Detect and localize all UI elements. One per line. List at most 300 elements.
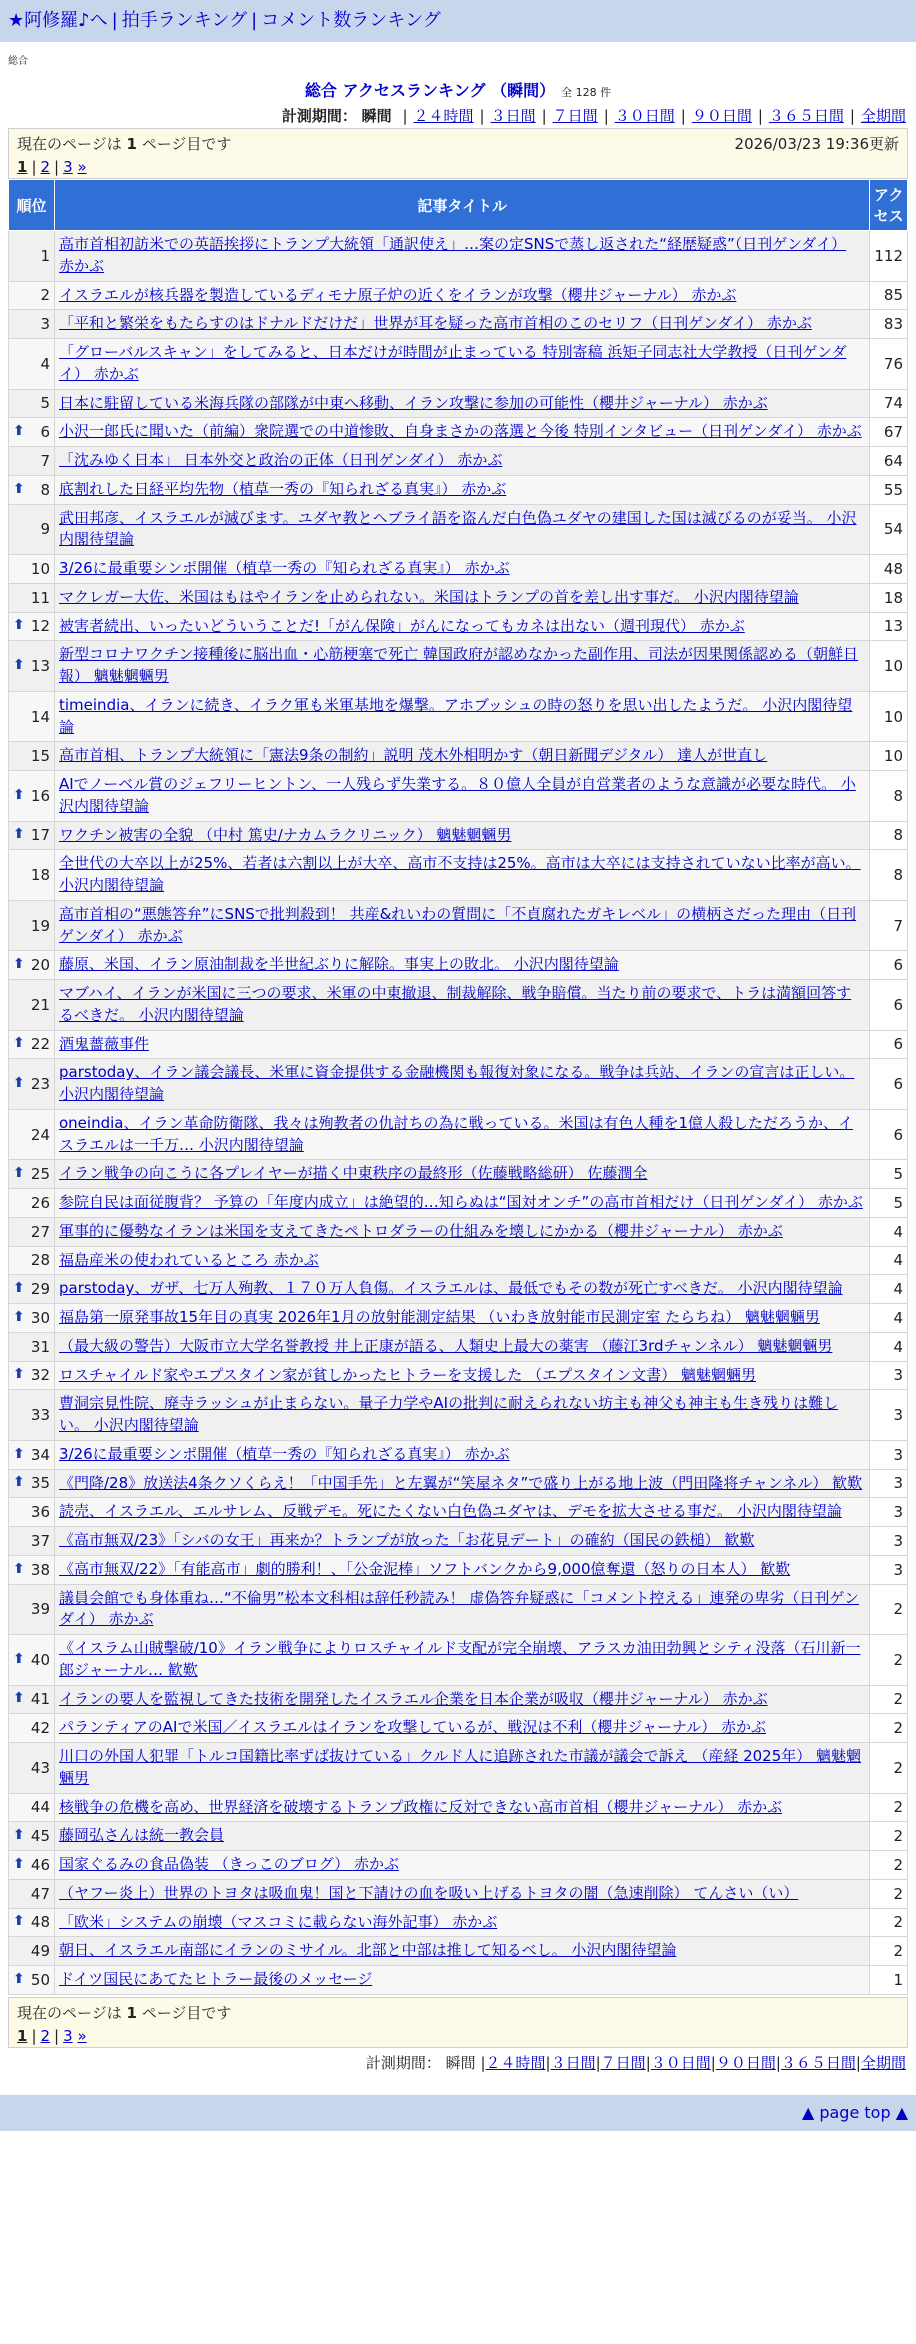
rank-cell <box>9 1851 55 1880</box>
table-row <box>9 1275 908 1304</box>
up-arrow-icon: ⬆ <box>13 1165 25 1182</box>
title-cell <box>55 339 870 390</box>
access-count: 8 <box>870 821 908 850</box>
rank-cell <box>9 1527 55 1556</box>
access-count: 48 <box>870 555 908 584</box>
title-cell <box>55 281 870 310</box>
article-link[interactable]: イランの要人を監視してきた技術を開発したイスラエル企業を日本企業が吸収（櫻井ジャーナル） 赤かぶ <box>59 1689 768 1708</box>
title-cell <box>55 1879 870 1908</box>
article-link[interactable]: 高市首相初訪米での英語挨拶にトランプ大統領「通訳使え」…案の定SNSで蒸し返された“経歴疑惑”（日刊ゲンダイ） 赤かぶ <box>59 235 847 275</box>
access-count: 4 <box>870 1304 908 1333</box>
pager-current-bottom: 1 <box>17 2026 28 2045</box>
rank-cell <box>9 850 55 901</box>
table-row <box>9 1966 908 1995</box>
table-row <box>9 1304 908 1333</box>
access-count: 76 <box>870 339 908 390</box>
pager-page-2-bottom[interactable]: 2 <box>40 2026 51 2045</box>
rank-number: 19 <box>30 916 50 935</box>
table-row <box>9 1908 908 1937</box>
article-link[interactable]: 《イスラム山賊擊破/10》イラン戦争によりロスチャイルド支配が完全崩壊、アラスカ油田勃興とシティ没落（石川新一郎ジャーナル… 歓歎 <box>59 1639 861 1679</box>
table-row <box>9 1246 908 1275</box>
article-link[interactable]: ワクチン被害の全貌 （中村 篤史/ナカムラクリニック） 魑魅魍魎男 <box>59 825 512 844</box>
access-count: 54 <box>870 504 908 555</box>
up-arrow-icon: ⬆ <box>13 1445 25 1462</box>
article-link[interactable]: 武田邦彦、イスラエルが滅びます。ユダヤ教とヘブライ語を盗んだ白色偽ユダヤの建国した国は滅びるのが妥当。 小沢内閣待望論 <box>59 508 857 549</box>
rank-number: 37 <box>30 1531 50 1550</box>
rank-cell <box>9 742 55 771</box>
article-link[interactable]: 「沈みゆく日本」 日本外交と政治の正体（日刊ゲンダイ） 赤かぶ <box>59 451 503 469</box>
table-row <box>9 612 908 641</box>
top-nav: ★阿修羅♪へ | 拍手ランキング | コメント数ランキング <box>0 0 916 42</box>
article-link[interactable]: 高市首相の“悪態答弁”にSNSで批判殺到！ 共産&れいわの質問に「不貞腐れたガキレベル」の横柄さだった理由（日刊ゲンダイ） 赤かぶ <box>59 904 857 945</box>
table-row <box>9 310 908 339</box>
table-row <box>9 980 908 1031</box>
rank-number: 1 <box>40 246 50 265</box>
footer-bar <box>0 2095 916 2131</box>
title-cell <box>55 1584 870 1635</box>
table-row <box>9 1793 908 1822</box>
title-cell <box>55 475 870 504</box>
title-cell <box>55 951 870 980</box>
rank-cell <box>9 1217 55 1246</box>
table-row <box>9 418 908 447</box>
table-row <box>9 1332 908 1361</box>
title-cell <box>55 1030 870 1059</box>
table-row <box>9 1635 908 1686</box>
article-link[interactable]: 被害者続出、いったいどういうことだ!「がん保険」がんになってもカネは出ない（週刊現代） 赤かぶ <box>59 616 745 635</box>
article-link[interactable]: 《高市無双/22》「有能高市」劇的勝利！、「公金泥棒」ソフトバンクから9,000億奪還（怒りの日本人） 歓歎 <box>59 1559 791 1578</box>
access-count: 3 <box>870 1469 908 1498</box>
access-count: 10 <box>870 742 908 771</box>
table-row <box>9 504 908 555</box>
access-count: 112 <box>870 231 908 282</box>
rank-cell <box>9 475 55 504</box>
status-bar <box>8 128 908 179</box>
access-count: 18 <box>870 583 908 612</box>
article-link[interactable]: 核戦争の危機を高め、世界経済を破壊するトランプ政権に反対できない高市首相（櫻井ジャーナル） 赤かぶ <box>59 1797 783 1816</box>
table-row <box>9 475 908 504</box>
home-link[interactable]: ★阿修羅♪へ <box>8 10 108 31</box>
pager-page-3[interactable]: 3 <box>63 158 73 176</box>
access-count: 64 <box>870 447 908 476</box>
access-count: 6 <box>870 951 908 980</box>
title-cell <box>55 310 870 339</box>
rank-cell <box>9 1908 55 1937</box>
rank-number: 50 <box>30 1970 50 1989</box>
rank-cell <box>9 389 55 418</box>
title-cell <box>55 504 870 555</box>
rank-number: 43 <box>30 1758 50 1777</box>
article-link[interactable]: マブハイ、イランが米国に三つの要求、米軍の中東撤退、制裁解除、戦争賠償。当たり前の要求で、トラは満額回答するべきだ。 小沢内閣待望論 <box>59 984 852 1024</box>
rank-cell <box>9 504 55 555</box>
rank-cell <box>9 1635 55 1686</box>
period-link-1-bottom[interactable]: ３日間 <box>550 2053 596 2072</box>
rank-cell <box>9 1937 55 1966</box>
article-link[interactable]: 福島第一原発事故15年目の真実 2026年1月の放射能測定結果 （いわき放射能市民測定室 たらちね） 魑魅魍魎男 <box>59 1308 820 1326</box>
rank-cell <box>9 418 55 447</box>
table-row <box>9 641 908 692</box>
total-count: 全 128 件 <box>561 86 612 99</box>
rank-cell <box>9 583 55 612</box>
access-count: 10 <box>870 691 908 742</box>
access-count: 4 <box>870 1246 908 1275</box>
article-link[interactable]: 全世代の大卒以上が25%、若者は六割以上が大卒、高市不支持は25%。高市は大卒には支持されていない比率が高い。 小沢内閣待望論 <box>59 854 861 894</box>
article-link[interactable]: 日本に駐留している米海兵隊の部隊が中東へ移動、イラン攻撃に参加の可能性（櫻井ジャーナル） 赤かぶ <box>59 393 768 412</box>
period-link-5-bottom[interactable]: ３６５日間 <box>780 2053 856 2072</box>
rank-number: 13 <box>30 657 50 675</box>
access-count: 4 <box>870 1217 908 1246</box>
access-count: 4 <box>870 1332 908 1361</box>
updated-time: 2026/03/23 19:36更新 <box>734 135 899 153</box>
period-current-bottom: 瞬間 <box>445 2053 476 2072</box>
rank-cell <box>9 641 55 692</box>
article-link[interactable]: 軍事的に優勢なイランは米国を支えてきたペトロダラーの仕組みを壊しにかかる（櫻井ジャーナル） 赤かぶ <box>59 1221 783 1240</box>
up-arrow-icon: ⬆ <box>13 826 25 843</box>
title-cell <box>55 612 870 641</box>
comment-ranking-link[interactable]: コメント数ランキング <box>261 10 441 31</box>
rank-cell <box>9 1793 55 1822</box>
period-link-3[interactable]: ３０日間 <box>614 107 675 125</box>
access-count: 6 <box>870 1059 908 1110</box>
access-count: 4 <box>870 1275 908 1304</box>
table-row <box>9 583 908 612</box>
up-arrow-icon: ⬆ <box>13 1474 25 1491</box>
access-count: 67 <box>870 418 908 447</box>
rank-cell <box>9 1498 55 1527</box>
rank-number: 47 <box>30 1884 50 1903</box>
article-link[interactable]: 酒鬼薔薇事件 <box>59 1034 150 1053</box>
title-cell <box>55 231 870 282</box>
access-count: 2 <box>870 1635 908 1686</box>
access-count: 2 <box>870 1937 908 1966</box>
article-link[interactable]: 藤原、米国、イラン原油制裁を半世紀ぶりに解除。事実上の敗北。 小沢内閣待望論 <box>59 955 619 974</box>
access-count: 3 <box>870 1498 908 1527</box>
rank-cell <box>9 612 55 641</box>
up-arrow-icon: ⬆ <box>13 1970 25 1987</box>
rank-number: 22 <box>30 1035 50 1054</box>
rank-number: 11 <box>30 588 50 607</box>
pager-page-2[interactable]: 2 <box>40 158 51 176</box>
table-row <box>9 1822 908 1851</box>
article-link[interactable]: 読売、イスラエル、エルサレム、反戦デモ。死にたくない白色偽ユダヤは、デモを拡大させる事だ。 小沢内閣待望論 <box>59 1502 842 1521</box>
rank-number: 40 <box>30 1650 50 1669</box>
rank-cell <box>9 1685 55 1714</box>
period-link-4[interactable]: ９０日間 <box>691 107 752 125</box>
title-cell <box>55 1908 870 1937</box>
period-link-0[interactable]: ２４時間 <box>413 107 474 125</box>
rank-number: 49 <box>30 1942 50 1961</box>
rank-cell <box>9 1275 55 1304</box>
access-count: 85 <box>870 281 908 310</box>
article-link[interactable]: 川口の外国人犯罪「トルコ国籍比率ずば抜けている」クルド人に追跡された市議が議会で訴え （産経 2025年） 魑魅魍魎男 <box>59 1747 862 1787</box>
access-count: 1 <box>870 1966 908 1995</box>
article-link[interactable]: 《高市無双/23》「シバの女王」再来か？トランプが放った「お花見デート」の確約（国民の鉄槌） 歓歎 <box>59 1531 755 1549</box>
pager-bottom: 1 | 2 | 3 » <box>17 2026 87 2045</box>
rank-number: 7 <box>40 451 50 470</box>
rank-cell <box>9 281 55 310</box>
article-link[interactable]: timeindia、イランに続き、イラク軍も米軍基地を爆撃。アホブッシュの時の怒りを思い出したようだ。 小沢内閣待望論 <box>59 695 853 736</box>
article-link[interactable]: 国家ぐるみの食品偽装 （きっこのブログ） 赤かぶ <box>59 1855 399 1873</box>
table-row <box>9 555 908 584</box>
title-cell <box>55 447 870 476</box>
title-cell <box>55 1304 870 1333</box>
period-link-6[interactable]: 全期間 <box>860 107 906 125</box>
access-count: 3 <box>870 1390 908 1441</box>
rank-number: 20 <box>30 956 50 975</box>
access-count: 55 <box>870 475 908 504</box>
title-cell <box>55 1966 870 1995</box>
rank-number: 25 <box>30 1165 50 1184</box>
period-link-0-bottom[interactable]: ２４時間 <box>485 2053 546 2072</box>
access-count: 2 <box>870 1743 908 1794</box>
rank-cell <box>9 231 55 282</box>
article-link[interactable]: oneindia、イラン革命防衛隊、我々は殉教者の仇討ちの為に戦っている。米国は有色人種を1億人殺しただろうか、イスラエルは一千万… 小沢内閣待望論 <box>59 1113 854 1154</box>
table-row <box>9 900 908 951</box>
up-arrow-icon: ⬆ <box>13 617 25 634</box>
title-cell <box>55 1743 870 1794</box>
rank-cell <box>9 339 55 390</box>
rank-cell <box>9 1714 55 1743</box>
rank-cell <box>9 1440 55 1469</box>
article-link[interactable]: 議員会館でも身体重ね…“不倫男”松本文科相は辞任秒読み！ 虚偽答弁疑惑に「コメント控える」連発の卑劣（日刊ゲンダイ） 赤かぶ <box>59 1588 860 1629</box>
col-rank-header: 順位 <box>9 180 55 231</box>
article-link[interactable]: 朝日、イスラエル南部にイランのミサイル。北部と中部は推して知るべし。 小沢内閣待望論 <box>59 1941 677 1960</box>
access-count: 2 <box>870 1685 908 1714</box>
rank-number: 3 <box>40 315 50 334</box>
article-link[interactable]: 福島産米の使われているところ 赤かぶ <box>59 1250 319 1269</box>
rank-cell <box>9 310 55 339</box>
period-link-2[interactable]: ７日間 <box>552 107 598 125</box>
period-link-6-bottom[interactable]: 全期間 <box>860 2053 906 2072</box>
up-arrow-icon: ⬆ <box>13 1690 25 1707</box>
title-cell <box>55 1685 870 1714</box>
access-count: 2 <box>870 1879 908 1908</box>
title-cell <box>55 1275 870 1304</box>
rank-cell <box>9 1822 55 1851</box>
title-cell <box>55 1332 870 1361</box>
article-link[interactable]: 新型コロナワクチン接種後に脳出血・心筋梗塞で死亡 韓国政府が認めなかった副作用、司法が因果関係認める（朝鮮日報） 魑魅魍魎男 <box>59 645 859 685</box>
title-cell <box>55 1361 870 1390</box>
article-link[interactable]: 小沢一郎氏に聞いた（前編）衆院選での中道惨敗、自身まさかの落選と今後 特別インタビュー（日刊ゲンダイ） 赤かぶ <box>59 422 862 441</box>
table-row <box>9 1851 908 1880</box>
table-row <box>9 1584 908 1635</box>
title-cell <box>55 1160 870 1189</box>
up-arrow-icon: ⬆ <box>13 657 25 673</box>
rank-cell <box>9 1966 55 1995</box>
title-cell <box>55 418 870 447</box>
table-row <box>9 1937 908 1966</box>
pager-next[interactable]: » <box>77 158 87 176</box>
rank-number: 5 <box>40 394 50 413</box>
up-arrow-icon: ⬆ <box>13 1650 25 1667</box>
rank-number: 12 <box>30 617 50 636</box>
table-row <box>9 742 908 771</box>
period-selector: 計測期間： 瞬間 | ２４時間 | ３日間 | ７日間 | ３０日間 | ９０日間 | ３６５日間 | 全期間 <box>281 107 906 125</box>
table-row <box>9 1160 908 1189</box>
col-access-header: アクセス <box>870 180 908 231</box>
access-count: 5 <box>870 1160 908 1189</box>
up-arrow-icon: ⬆ <box>13 956 25 973</box>
section-label: 総合 <box>8 56 28 67</box>
table-row <box>9 1714 908 1743</box>
rank-number: 23 <box>30 1075 50 1093</box>
table-row <box>9 1217 908 1246</box>
article-link[interactable]: 「平和と繁栄をもたらすのはドナルドだけだ」世界が耳を疑った高市首相のこのセリフ（日刊ゲンダイ） 赤かぶ <box>59 314 812 333</box>
table-row <box>9 1440 908 1469</box>
page-status-bottom: 現在のページは 1 ページ目です <box>17 2003 232 2022</box>
access-count: 8 <box>870 850 908 901</box>
title-cell <box>55 1189 870 1218</box>
rank-number: 36 <box>30 1503 50 1522</box>
rank-cell <box>9 1304 55 1333</box>
up-arrow-icon: ⬆ <box>13 423 25 440</box>
pager-next-bottom[interactable]: » <box>77 2026 87 2045</box>
period-link-3-bottom[interactable]: ３０日間 <box>650 2053 711 2072</box>
ranking-table <box>8 179 908 1995</box>
rank-cell <box>9 951 55 980</box>
article-link[interactable]: マクレガー大佐、米国はもはやイランを止められない。米国はトランプの首を差し出す事だ。 小沢内閣待望論 <box>59 587 799 606</box>
article-link[interactable]: （最大級の警告）大阪市立大学名誉教授 井上正康が語る、人類史上最大の薬害 （藤江3rdチャンネル） 魑魅魍魎男 <box>59 1336 833 1355</box>
title-cell <box>55 1440 870 1469</box>
article-link[interactable]: ロスチャイルド家やエプスタイン家が貧しかったヒトラーを支援した （エプスタイン文書） 魑魅魍魎男 <box>59 1365 756 1384</box>
applause-ranking-link[interactable]: 拍手ランキング <box>121 10 248 31</box>
article-link[interactable]: AIでノーベル賞のジェフリーヒントン、一人残らず失業する。８０億人全員が自営業者のような意識が必要な時代。 小沢内閣待望論 <box>59 775 856 815</box>
status-bar-bottom <box>8 1997 908 2048</box>
table-row <box>9 1879 908 1908</box>
rank-cell <box>9 447 55 476</box>
article-link[interactable]: 《門降/28》放送法4条クソくらえ！「中国手先」と左翼が“笑屋ネタ”で盛り上がる地上波（門田隆将チャンネル） 歓歎 <box>59 1473 863 1492</box>
rank-number: 26 <box>30 1193 50 1212</box>
article-link[interactable]: parstoday、イラン議会議長、米軍に資金提供する金融機関も報復対象になる。戦争は兵站、イランの宣言は正しい。 小沢内閣待望論 <box>59 1063 855 1103</box>
rank-number: 32 <box>30 1366 50 1385</box>
rank-cell <box>9 1030 55 1059</box>
title-cell <box>55 1109 870 1160</box>
article-link[interactable]: 「グローバルスキャン」をしてみると、日本だけが時間が止まっている 特別寄稿 浜矩子同志社大学教授（日刊ゲンダイ） 赤かぶ <box>59 343 847 383</box>
title-cell <box>55 691 870 742</box>
rank-number: 21 <box>30 995 50 1014</box>
title-cell <box>55 742 870 771</box>
rank-cell <box>9 555 55 584</box>
access-count: 2 <box>870 1908 908 1937</box>
period-selector-bottom: 計測期間： 瞬間 |２４時間|３日間|７日間|３０日間|９０日間|３６５日間|全期間 <box>365 2053 906 2072</box>
title-cell <box>55 1469 870 1498</box>
period-link-2-bottom[interactable]: ７日間 <box>600 2053 646 2072</box>
period-link-1[interactable]: ３日間 <box>490 107 536 125</box>
title-cell <box>55 1217 870 1246</box>
period-link-4-bottom[interactable]: ９０日間 <box>715 2053 776 2072</box>
rank-number: 29 <box>30 1280 50 1299</box>
rank-number: 28 <box>30 1251 50 1270</box>
up-arrow-icon: ⬆ <box>13 1827 25 1844</box>
title-cell <box>55 1527 870 1556</box>
access-count: 74 <box>870 389 908 418</box>
table-row <box>9 231 908 282</box>
rank-number: 46 <box>30 1855 50 1874</box>
col-title-header: 記事タイトル <box>55 180 870 231</box>
pager-top: 1 | 2 | 3 » <box>17 158 87 176</box>
article-link[interactable]: ドイツ国民にあてたヒトラー最後のメッセージ <box>59 1970 373 1988</box>
up-arrow-icon: ⬆ <box>13 480 25 497</box>
rank-number: 4 <box>40 354 50 373</box>
table-row <box>9 389 908 418</box>
access-count: 2 <box>870 1851 908 1880</box>
access-count: 6 <box>870 1030 908 1059</box>
table-row <box>9 1059 908 1110</box>
article-link[interactable]: 藤岡弘さんは統一教会員 <box>59 1826 225 1845</box>
article-link[interactable]: （ヤフー炎上）世界のトヨタは吸血鬼！国と下請けの血を吸い上げるトヨタの闇（急速削除） てんさい（い） <box>59 1883 799 1902</box>
rank-cell <box>9 1332 55 1361</box>
table-row <box>9 1189 908 1218</box>
rank-cell <box>9 1109 55 1160</box>
title-cell <box>55 583 870 612</box>
access-count: 2 <box>870 1793 908 1822</box>
rank-cell <box>9 980 55 1031</box>
title-cell <box>55 1714 870 1743</box>
table-row <box>9 1498 908 1527</box>
article-link[interactable]: 高市首相、トランプ大統領に「憲法9条の制約」説明 茂木外相明かす（朝日新聞デジタル） 達人が世直し <box>59 746 768 765</box>
rank-number: 2 <box>40 286 50 305</box>
period-link-5[interactable]: ３６５日間 <box>768 107 844 125</box>
up-arrow-icon: ⬆ <box>13 1308 25 1325</box>
rank-number: 35 <box>30 1474 50 1493</box>
page-top-link[interactable]: ▲ page top ▲ <box>801 2102 908 2122</box>
article-link[interactable]: 底割れした日経平均先物（植草一秀の『知られざる真実』） 赤かぶ <box>59 479 507 498</box>
rank-number: 44 <box>30 1798 50 1817</box>
rank-number: 27 <box>30 1222 50 1241</box>
access-count: 2 <box>870 1822 908 1851</box>
rank-number: 31 <box>30 1337 50 1356</box>
article-link[interactable]: 3/26に最重要シンポ開催（植草一秀の『知られざる真実』） 赤かぶ <box>59 559 510 577</box>
table-row <box>9 1390 908 1441</box>
up-arrow-icon: ⬆ <box>13 1913 25 1930</box>
article-link[interactable]: イラン戦争の向こうに各プレイヤーが描く中東秩序の最終形（佐藤戦略総研） 佐藤潤全 <box>59 1164 648 1183</box>
article-link[interactable]: イスラエルが核兵器を製造しているディモナ原子炉の近くをイランが攻撃（櫻井ジャーナル） 赤かぶ <box>59 285 737 304</box>
article-link[interactable]: parstoday、ガザ、七万人殉教、１７０万人負傷。イスラエルは、最低でもその数が死亡すべきだ。 小沢内閣待望論 <box>59 1279 843 1298</box>
table-row <box>9 1685 908 1714</box>
article-link[interactable]: パランティアのAIで米国／イスラエルはイランを攻撃しているが、戦況は不利（櫻井ジャーナル） 赤かぶ <box>59 1718 767 1737</box>
rank-cell <box>9 900 55 951</box>
access-count: 8 <box>870 771 908 822</box>
rank-cell <box>9 821 55 850</box>
access-count: 2 <box>870 1714 908 1743</box>
article-link[interactable]: 3/26に最重要シンポ開催（植草一秀の『知られざる真実』） 赤かぶ <box>59 1444 510 1463</box>
rank-cell <box>9 771 55 822</box>
rank-cell <box>9 1160 55 1189</box>
rank-cell <box>9 1390 55 1441</box>
access-count: 3 <box>870 1361 908 1390</box>
title-cell <box>55 1498 870 1527</box>
title-cell <box>55 1555 870 1584</box>
rank-cell <box>9 1189 55 1218</box>
up-arrow-icon: ⬆ <box>13 1560 25 1577</box>
table-row <box>9 771 908 822</box>
title-cell <box>55 641 870 692</box>
article-link[interactable]: 「欧米」システムの崩壊（マスコミに載らない海外記事） 赤かぶ <box>59 1912 498 1931</box>
rank-number: 10 <box>30 559 50 578</box>
title-cell <box>55 850 870 901</box>
pager-current: 1 <box>17 158 28 176</box>
rank-cell <box>9 1361 55 1390</box>
rank-number: 34 <box>30 1445 50 1464</box>
access-count: 7 <box>870 900 908 951</box>
table-row <box>9 281 908 310</box>
table-row <box>9 447 908 476</box>
article-link[interactable]: 参院自民は面従腹背？ 予算の「年度内成立」は絶望的…知らぬは“国対オンチ”の高市首相だけ（日刊ゲンダイ） 赤かぶ <box>59 1193 863 1211</box>
pager-page-3-bottom[interactable]: 3 <box>63 2026 73 2045</box>
period-label-bottom: 計測期間： <box>365 2053 441 2072</box>
article-link[interactable]: 曹洞宗見性院、廃寺ラッシュが止まらない。量子力学やAIの批判に耐えられない坊主も神父も神主も生き残りは難しい。 小沢内閣待望論 <box>59 1394 839 1434</box>
rank-cell <box>9 1059 55 1110</box>
